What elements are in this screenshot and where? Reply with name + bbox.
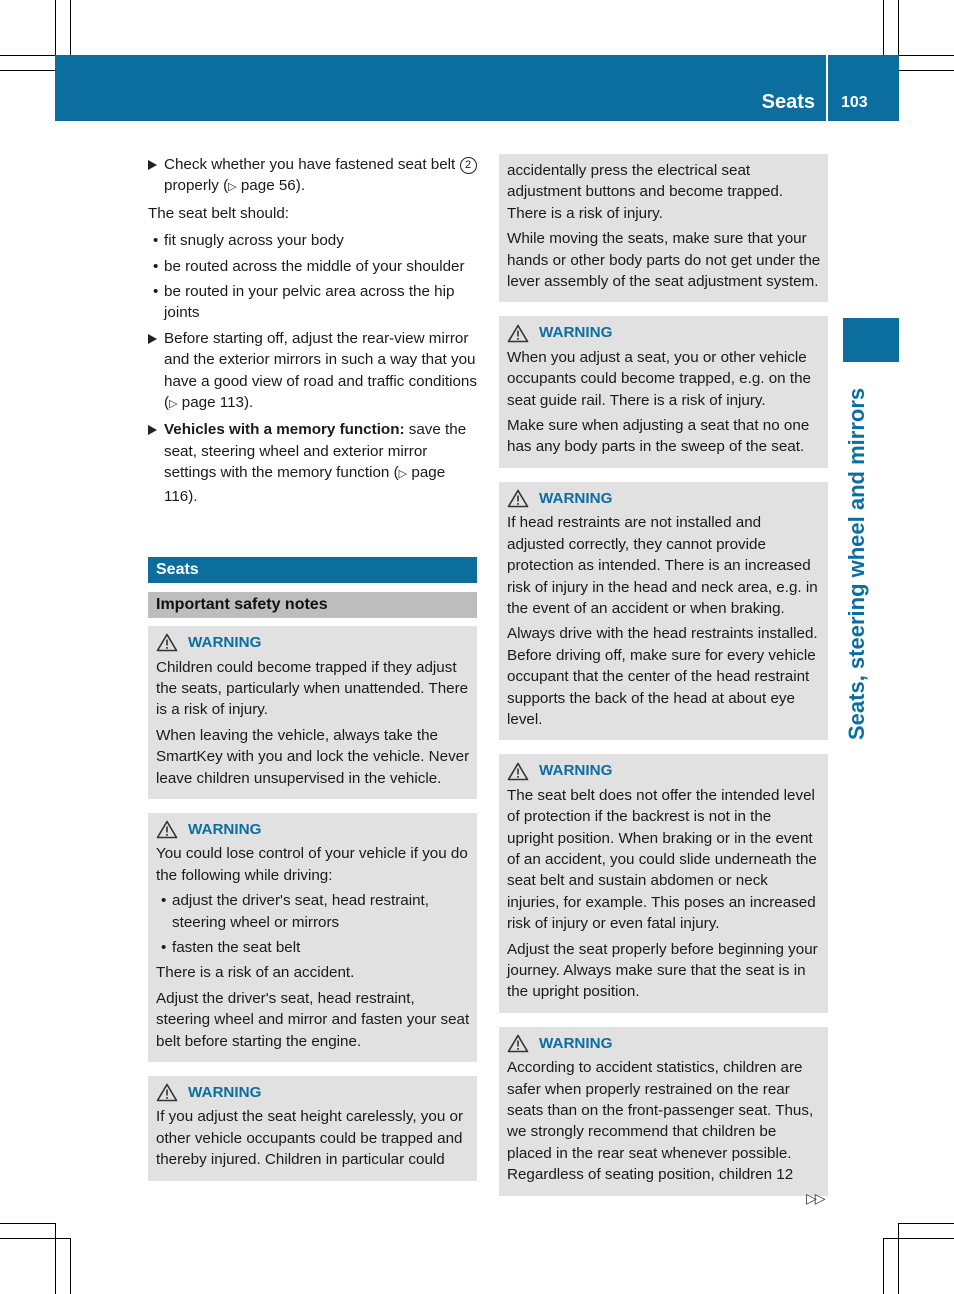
warning-box: WARNING Children could become trapped if they adjust the seats, particularly when unattended. There is a risk of injury. When leaving the vehicle, always take the SmartKey with you and lock the vehicle. Never leave children unsupervised in the vehicle.	[148, 626, 477, 799]
crop-mark	[884, 1238, 954, 1239]
warning-header: WARNING	[507, 1033, 821, 1054]
crop-mark	[70, 0, 71, 55]
header-divider	[826, 55, 828, 121]
instruction-step: Before starting off, adjust the rear-view mirror and the exterior mirrors in such a way that you have a good view of road and traffic conditions (▷ page 113).	[148, 328, 477, 416]
chapter-tab	[843, 318, 899, 362]
crop-mark	[899, 70, 954, 71]
crop-mark	[0, 70, 55, 71]
warning-triangle-icon	[156, 633, 178, 652]
page-header	[55, 55, 899, 121]
section-heading: Seats	[148, 557, 477, 583]
crop-mark	[883, 0, 884, 55]
callout-number-icon: 2	[460, 157, 477, 174]
list-item: • adjust the driver's seat, head restraint, steering wheel or mirrors	[161, 892, 430, 931]
crop-mark	[0, 55, 55, 56]
page-ref-arrow-icon: ▷	[169, 398, 178, 411]
warning-header: WARNING	[156, 1082, 470, 1103]
warning-triangle-icon	[507, 1034, 529, 1053]
chapter-label: Seats, steering wheel and mirrors	[844, 387, 869, 740]
page-number: 103	[841, 94, 868, 111]
warning-triangle-icon	[507, 489, 529, 508]
list-item: • be routed across the middle of your shoulder	[153, 257, 465, 275]
crop-mark	[0, 1223, 55, 1224]
subsection-heading: Important safety notes	[148, 592, 477, 618]
page-reference-link[interactable]: page 116	[164, 464, 446, 505]
step-arrow-icon	[148, 425, 157, 435]
page-reference-link[interactable]: page 56	[240, 177, 296, 195]
step-arrow-icon	[148, 160, 157, 170]
step-arrow-icon	[148, 334, 157, 344]
list-item: • be routed in your pelvic area across the hip joints	[153, 283, 455, 322]
crop-mark	[883, 1238, 884, 1294]
warning-header: WARNING	[507, 322, 821, 343]
crop-mark	[899, 55, 954, 56]
warning-triangle-icon	[507, 762, 529, 781]
warning-box: WARNING If you adjust the seat height carelessly, you or other vehicle occupants could be trapped and thereby injured. Children in particular could	[148, 1076, 477, 1181]
crop-mark	[0, 1238, 70, 1239]
continued-arrow-icon: ▷▷	[806, 1190, 824, 1206]
warning-header: WARNING	[156, 819, 470, 840]
list-item: • fit snugly across your body	[153, 232, 344, 250]
warning-box: WARNING You could lose control of your vehicle if you do the following while driving: • adjust the driver's seat, head restraint, steering wheel or mirrors • fasten the seat belt There is a risk of an accident. Adjust the driver's seat, head restraint, steering wheel and mirror and fasten your seat belt before starting the engine.	[148, 813, 477, 1062]
left-column	[148, 154, 477, 1181]
warning-box-continued: accidentally press the electrical seat adjustment buttons and become trapped. There is a risk of injury. While moving the seats, make sure that your hands or other body parts do not get under the lever assembly of the seat adjustment system.	[499, 154, 828, 302]
warning-triangle-icon	[507, 324, 529, 343]
crop-mark	[898, 0, 899, 55]
warning-box: WARNING When you adjust a seat, you or other vehicle occupants could become trapped, e.g. on the seat guide rail. There is a risk of injury. Make sure when adjusting a seat that no one has any body parts in the sweep of the seat.	[499, 316, 828, 467]
paragraph: The seat belt should:	[148, 204, 289, 222]
warning-header: WARNING	[507, 760, 821, 781]
crop-mark	[899, 1223, 954, 1224]
warning-triangle-icon	[156, 1083, 178, 1102]
warning-header: WARNING	[156, 632, 470, 653]
warning-box: WARNING The seat belt does not offer the intended level of protection if the backrest is not in the upright position. When braking or in the event of an accident, you could slide underneath the seat belt and sustain abdomen or neck injuries, for example. This poses an increased risk of injury or even fatal injury. Adjust the seat properly before beginning your journey. Always make sure that the seat is in the upright position.	[499, 754, 828, 1012]
crop-mark	[55, 1223, 56, 1294]
warning-triangle-icon	[156, 820, 178, 839]
instruction-step: Check whether you have fastened seat belt 2 properly (▷ page 56).	[148, 154, 477, 199]
right-column	[499, 154, 828, 1196]
crop-mark	[898, 1223, 899, 1294]
crop-mark	[70, 1238, 71, 1294]
list-item: • fasten the seat belt	[161, 938, 301, 956]
page-ref-arrow-icon: ▷	[398, 468, 408, 481]
crop-mark	[55, 0, 56, 55]
warning-header: WARNING	[507, 488, 821, 509]
warning-box: WARNING If head restraints are not installed and adjusted correctly, they cannot provide protection as intended. There is an increased risk of injury in the head and neck area, e.g. in the event of an accident or when braking. Always drive with the head restraints installed. Before driving off, make sure for every vehicle occupant that the center of the head restraint supports the back of the head at about eye level.	[499, 482, 828, 740]
page-reference-link[interactable]: page 113	[181, 394, 244, 412]
page-ref-arrow-icon: ▷	[228, 181, 237, 194]
warning-box: WARNING According to accident statistics, children are safer when properly restrained on the rear seats than on the front-passenger seat. Thus, we strongly recommend that children be placed in the rear seat whenever possible. Regardless of seating position, children 12	[499, 1027, 828, 1196]
instruction-step: Vehicles with a memory function: save the seat, steering wheel and exterior mirror settings with the memory function (▷ page 116).	[148, 419, 477, 507]
header-title: Seats	[761, 91, 815, 113]
